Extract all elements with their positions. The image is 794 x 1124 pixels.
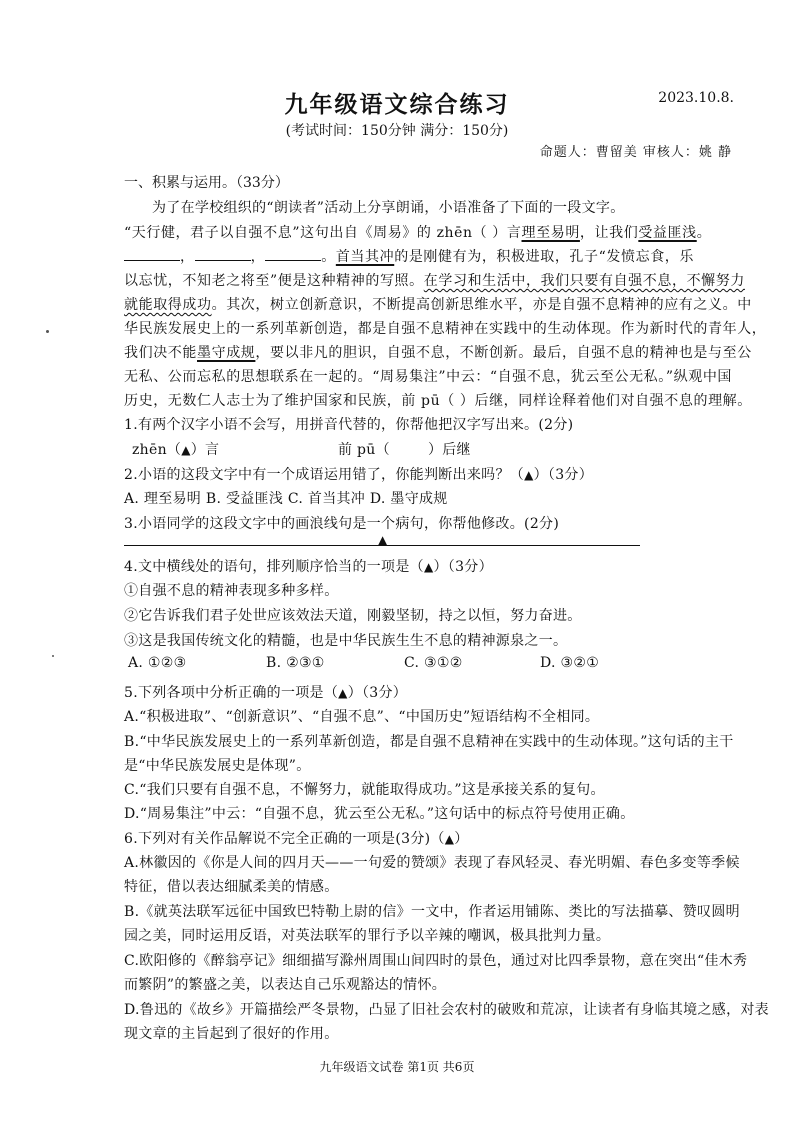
- answer-triangle-icon: ▲: [423, 560, 434, 574]
- wavy-underlined-sentence: 就能取得成功: [124, 297, 212, 313]
- q6-option-a-cont: 特征，借以表达细腻柔美的情感。: [124, 879, 339, 895]
- q6-option-b-cont: 园之美，同时运用反语，对英法联军的罪行予以辛辣的嘲讽，极具批判力量。: [124, 928, 611, 944]
- pinyin: 前 pū（: [338, 442, 390, 458]
- answer-triangle-icon: ▲: [378, 533, 388, 547]
- q5-option-b: B.“中华民族发展史上的一系列革新创造，都是自强不息精神在实践中的生动体现。”这句话的主干: [124, 734, 734, 750]
- wavy-underlined-sentence: 在学习和生活中，我们只要有自强不息，不懈努力: [423, 273, 745, 289]
- q5-option-b-cont: 是“中华民族发展史是体现”。: [124, 758, 311, 774]
- passage-text: “天行健，君子以自强不息”这句出自《周易》的 zhēn（ ）言: [124, 225, 522, 241]
- passage-text: 。: [321, 249, 336, 265]
- question-text: ）（3分）: [533, 467, 594, 483]
- q4-option-b: B. ②③①: [266, 655, 325, 671]
- q6-option-c: C.欧阳修的《醉翁亭记》细细描写滁州周围山间四时的景色，通过对比四季景物，意在突出“佳木秀: [124, 953, 748, 969]
- q6-option-d-cont: 现文章的主旨起到了很好的作用。: [124, 1026, 339, 1042]
- passage-text: 。: [696, 225, 712, 241]
- passage-text: 的是刚健有为，积极进取，孔子“发愤忘食，乐: [394, 249, 694, 265]
- pinyin: zhēn（: [132, 442, 182, 458]
- q5-option-d: D.“周易集注”中云：“自强不息，犹云至公无私。”这句话中的标点符号使用正确。: [124, 806, 635, 822]
- passage-line: 历史，无数仁人志士为了维护国家和民族，前 pū（ ）后继，同样诠释着他们对自强不息的理解。: [124, 393, 752, 409]
- answer-blank: [195, 248, 251, 261]
- question-text: ）（3分）: [433, 559, 493, 575]
- answer-triangle-icon: ▲: [338, 686, 348, 700]
- q2-options: A. 理至易明 B. 受益匪浅 C. 首当其冲 D. 墨守成规: [124, 491, 448, 507]
- answer-triangle-icon: ▲: [181, 443, 191, 457]
- underlined-idiom: 理至易明: [521, 225, 580, 241]
- scan-speck: [52, 655, 54, 657]
- page-title: 九年级语文综合练习: [284, 91, 510, 118]
- passage-text: ，要以非凡的胆识，自强不息，不断创新。最后，自强不息的精神也是与至公: [255, 345, 752, 361]
- question-3: 3.小语同学的这段文字中的画浪线句是一个病句，你帮他修改。(2分): [124, 516, 560, 532]
- q5-option-c: C.“我们只要有自强不息，不懈努力，就能取得成功。”这是承接关系的复句。: [124, 782, 605, 798]
- passage-text: 我们决不能: [124, 345, 197, 361]
- question-text: ）（3分）: [347, 685, 408, 701]
- passage-line: 无私、公而忘私的思想联系在一起的。“周易集注”中云：“自强不息，犹云至公无私。”纵观中国: [124, 369, 733, 385]
- question-6: [124, 828, 469, 848]
- q1-item-text: ）言: [190, 442, 220, 458]
- question-4: [124, 556, 493, 576]
- question-text: 5.下列各项中分析正确的一项是（: [124, 685, 339, 701]
- passage-line: ， ， 。首当其冲的是刚健有为，积极进取，孔子“发愤忘食，乐: [124, 246, 736, 266]
- q4-sentence-2: ②它告诉我们君子处世应该效法天道，刚毅坚韧，持之以恒，努力奋进。: [124, 608, 582, 624]
- q4-option-a: A. ①②③: [128, 655, 187, 671]
- answer-triangle-icon: ▲: [524, 468, 534, 482]
- question-2: [124, 464, 593, 484]
- q6-option-c-cont: 而繁阴”的繁盛之美，以表达自己乐观豁达的情怀。: [124, 977, 447, 993]
- passage-line: [124, 342, 752, 362]
- q1-item-text: ）后继: [427, 442, 471, 458]
- answer-triangle-icon: ▲: [444, 832, 455, 846]
- q4-option-c: C. ③①②: [404, 655, 463, 671]
- answer-line: [124, 545, 640, 546]
- answer-blank: [265, 248, 321, 261]
- exam-date: 2023.10.8.: [658, 90, 734, 106]
- underlined-idiom: 墨守成规: [197, 345, 256, 361]
- answer-blank: [124, 248, 180, 261]
- passage-text: 以忘忧，不知老之将至”便是这种精神的写照。: [124, 273, 424, 289]
- passage-text: ，让我们: [579, 225, 639, 241]
- q1-item-b: [338, 439, 471, 459]
- section-intro: 为了在学校组织的“朗读者”活动上分享朗诵，小语准备了下面的一段文字。: [152, 200, 625, 216]
- passage-text: 。其次，树立创新意识，不断提高创新思维水平，亦是自强不息精神的应有之义。中: [211, 297, 752, 313]
- page-footer: 九年级语文试卷 第1页 共6页: [319, 1060, 475, 1074]
- q5-option-a: A.“积极进取”、“创新意识”、“自强不息”、“中国历史”短语结构不全相同。: [124, 709, 600, 725]
- question-1: 1.有两个汉字小语不会写，用拼音代替的，你帮他把汉字写出来。(2分): [124, 417, 574, 433]
- question-5: [124, 682, 407, 702]
- exam-authors: 命题人：曹留美 审核人：姚 静: [539, 145, 732, 160]
- q4-sentence-1: ①自强不息的精神表现多种多样。: [124, 583, 339, 599]
- passage-line: [124, 294, 752, 314]
- question-text: 6.下列对有关作品解说不完全正确的一项是(3分)（: [124, 831, 445, 847]
- passage-line: [124, 222, 736, 242]
- underlined-idiom: 受益匪浅: [638, 225, 697, 241]
- scan-speck: [46, 330, 49, 333]
- question-text: 4.文中横线处的语句，排列顺序恰当的一项是（: [124, 559, 424, 575]
- q6-option-d: D.鲁迅的《故乡》开篇描绘严冬景物，凸显了旧社会农村的破败和荒凉，让读者有身临其境之感，对表: [124, 1002, 769, 1018]
- underlined-idiom: 首当其冲: [335, 249, 395, 265]
- question-text: 2.小语的这段文字中有一个成语运用错了，你能判断出来吗？（: [124, 467, 525, 483]
- passage-line: [124, 270, 745, 290]
- q6-option-a: A.林徽因的《你是人间的四月天——一句爱的赞颂》表现了春风轻灵、春光明媚、春色多变等季候: [124, 855, 740, 871]
- question-text: ）: [454, 831, 469, 847]
- passage-line: 华民族发展史上的一系列革新创造，都是自强不息精神在实践中的生动体现。作为新时代的青年人，: [124, 321, 767, 337]
- q1-item-a: [132, 439, 219, 459]
- q4-sentence-3: ③这是我国传统文化的精髓，也是中华民族生生不息的精神源泉之一。: [124, 633, 568, 649]
- q6-option-b: B.《就英法联军远征中国致巴特勒上尉的信》一文中，作者运用铺陈、类比的写法描摹、赞叹圆明: [124, 904, 740, 920]
- exam-subtitle: (考试时间：150分钟 满分：150分): [285, 123, 509, 139]
- q4-option-d: D. ③②①: [540, 655, 600, 671]
- section-heading: 一、积累与运用。（33分）: [124, 175, 289, 191]
